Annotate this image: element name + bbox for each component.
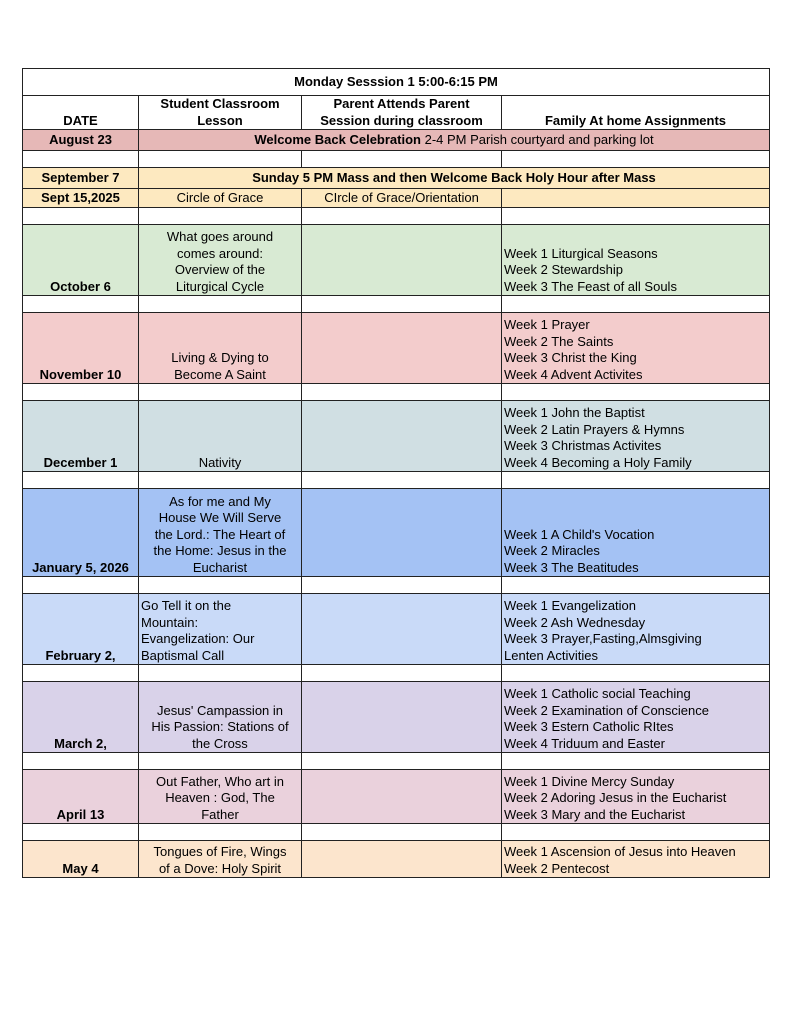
row-family-assignments bbox=[502, 189, 770, 208]
header-lesson bbox=[139, 96, 302, 130]
row-date: January 5, 2026 bbox=[23, 489, 139, 577]
lesson-line: Evangelization: Our bbox=[141, 631, 255, 647]
row-parent-session bbox=[302, 841, 502, 878]
row-lesson bbox=[139, 489, 302, 577]
week-assignment: Week 3 Mary and the Eucharist bbox=[504, 806, 686, 822]
row-lesson bbox=[139, 594, 302, 665]
row-parent-session: CIrcle of Grace/Orientation bbox=[302, 189, 502, 208]
lesson-line: of a Dove: Holy Spirit bbox=[158, 860, 282, 876]
row-parent-session bbox=[302, 313, 502, 384]
month-row-february bbox=[23, 594, 770, 665]
spacer-row bbox=[23, 384, 770, 401]
week-assignment: Week 4 Becoming a Holy Family bbox=[504, 454, 692, 470]
event-date: August 23 bbox=[23, 130, 139, 151]
week-assignment: Week 1 Ascension of Jesus into Heaven bbox=[504, 844, 736, 860]
month-row-january bbox=[23, 489, 770, 577]
row-date: November 10 bbox=[23, 313, 139, 384]
week-assignment: Week 1 Prayer bbox=[504, 317, 590, 333]
week-assignment: Week 1 Divine Mercy Sunday bbox=[504, 773, 675, 789]
row-family-assignments bbox=[502, 770, 770, 824]
row-lesson bbox=[139, 401, 302, 472]
lesson-line: Become A Saint bbox=[174, 366, 266, 382]
lesson-line: Heaven : God, The bbox=[165, 790, 275, 806]
week-assignment: Week 3 Christ the King bbox=[504, 350, 637, 366]
week-assignment: Week 2 Ash Wednesday bbox=[504, 614, 646, 630]
week-assignment: Week 3 The Beatitudes bbox=[504, 559, 639, 575]
row-parent-session bbox=[302, 594, 502, 665]
week-assignment: Week 3 The Feast of all Souls bbox=[504, 278, 677, 294]
header-row bbox=[23, 96, 770, 130]
row-date: March 2, bbox=[23, 682, 139, 753]
week-assignment: Week 3 Estern Catholic RItes bbox=[504, 719, 674, 735]
event-description: Sunday 5 PM Mass and then Welcome Back Holy Hour after Mass bbox=[139, 168, 770, 189]
lesson-line: the Lord.: The Heart of bbox=[154, 526, 286, 542]
row-date: December 1 bbox=[23, 401, 139, 472]
event-row-september bbox=[23, 168, 770, 189]
lesson-line: Go Tell it on the bbox=[141, 598, 232, 614]
lesson-line: Living & Dying to bbox=[171, 350, 269, 366]
week-assignment: Week 1 A Child's Vocation bbox=[504, 526, 655, 542]
row-family-assignments bbox=[502, 594, 770, 665]
row-family-assignments bbox=[502, 401, 770, 472]
row-date: May 4 bbox=[23, 841, 139, 878]
header-date: DATE bbox=[23, 96, 139, 130]
row-family-assignments bbox=[502, 225, 770, 296]
header-lesson-line: Student Classroom bbox=[160, 96, 280, 112]
month-row-november bbox=[23, 313, 770, 384]
week-assignment: Week 4 Advent Activites bbox=[504, 366, 643, 382]
row-lesson bbox=[139, 225, 302, 296]
week-assignment: Week 1 Liturgical Seasons bbox=[504, 245, 658, 261]
lesson-line: Mountain: bbox=[141, 614, 199, 630]
week-assignment: Week 3 Christmas Activites bbox=[504, 438, 662, 454]
week-assignment: Week 2 Examination of Conscience bbox=[504, 702, 709, 718]
header-lesson-line: Lesson bbox=[197, 112, 243, 128]
spacer-row bbox=[23, 472, 770, 489]
row-parent-session bbox=[302, 770, 502, 824]
lesson-line: Overview of the bbox=[174, 262, 266, 278]
spacer-row bbox=[23, 753, 770, 770]
schedule-title: Monday Sesssion 1 5:00-6:15 PM bbox=[23, 69, 770, 96]
week-assignment: Week 2 Miracles bbox=[504, 543, 600, 559]
month-row-october bbox=[23, 225, 770, 296]
month-row-december bbox=[23, 401, 770, 472]
month-row-march bbox=[23, 682, 770, 753]
spacer-row bbox=[23, 665, 770, 682]
lesson-line: What goes around bbox=[166, 229, 274, 245]
header-parent bbox=[302, 96, 502, 130]
week-assignment: Week 1 Catholic social Teaching bbox=[504, 686, 691, 702]
spacer-row bbox=[23, 296, 770, 313]
event-bold-text: Welcome Back Celebration bbox=[254, 131, 421, 147]
month-row-may bbox=[23, 841, 770, 878]
event-text: 2-4 PM Parish courtyard and parking lot bbox=[420, 131, 654, 147]
week-assignment: Week 1 John the Baptist bbox=[504, 405, 645, 421]
lesson-line: Out Father, Who art in bbox=[156, 773, 284, 789]
row-date: April 13 bbox=[23, 770, 139, 824]
week-assignment: Week 1 Evangelization bbox=[504, 598, 637, 614]
week-assignment: Week 2 Latin Prayers & Hymns bbox=[504, 421, 685, 437]
week-assignment: Lenten Activities bbox=[504, 647, 598, 663]
spacer-row bbox=[23, 824, 770, 841]
event-row-august bbox=[23, 130, 770, 151]
row-date: February 2, bbox=[23, 594, 139, 665]
lesson-line: Father bbox=[201, 806, 239, 822]
lesson-line: House We Will Serve bbox=[158, 510, 282, 526]
week-assignment: Week 2 Stewardship bbox=[504, 262, 623, 278]
lesson-line: As for me and My bbox=[169, 493, 271, 509]
lesson-line: His Passion: Stations of bbox=[151, 719, 289, 735]
month-row-april bbox=[23, 770, 770, 824]
row-date: October 6 bbox=[23, 225, 139, 296]
row-lesson bbox=[139, 770, 302, 824]
row-family-assignments bbox=[502, 489, 770, 577]
week-assignment: Week 2 Pentecost bbox=[504, 860, 610, 876]
lesson-line: comes around: bbox=[177, 245, 263, 261]
lesson-line: Jesus' Campassion in bbox=[156, 702, 284, 718]
row-parent-session bbox=[302, 401, 502, 472]
row-parent-session bbox=[302, 489, 502, 577]
spacer-row bbox=[23, 577, 770, 594]
lesson-line: the Cross bbox=[192, 735, 248, 751]
spacer-row bbox=[23, 208, 770, 225]
header-parent-line: Parent Attends Parent bbox=[333, 96, 470, 112]
lesson-line: the Home: Jesus in the bbox=[153, 543, 287, 559]
row-lesson: Circle of Grace bbox=[139, 189, 302, 208]
week-assignment: Week 2 The Saints bbox=[504, 333, 614, 349]
week-assignment: Week 3 Prayer,Fasting,Almsgiving bbox=[504, 631, 702, 647]
schedule-table bbox=[22, 68, 770, 878]
week-assignment: Week 4 Triduum and Easter bbox=[504, 735, 665, 751]
event-date: September 7 bbox=[23, 168, 139, 189]
row-family-assignments bbox=[502, 841, 770, 878]
row-parent-session bbox=[302, 225, 502, 296]
lesson-line: Baptismal Call bbox=[141, 647, 225, 663]
lesson-line: Tongues of Fire, Wings bbox=[153, 844, 287, 860]
row-parent-session bbox=[302, 682, 502, 753]
row-lesson bbox=[139, 313, 302, 384]
row-family-assignments bbox=[502, 682, 770, 753]
title-row bbox=[23, 69, 770, 96]
header-family: Family At home Assignments bbox=[502, 96, 770, 130]
lesson-line: Nativity bbox=[198, 454, 242, 470]
row-date: Sept 15,2025 bbox=[23, 189, 139, 208]
lesson-line: Liturgical Cycle bbox=[175, 278, 265, 294]
week-assignment: Week 2 Adoring Jesus in the Eucharist bbox=[504, 790, 727, 806]
sept15-row bbox=[23, 189, 770, 208]
lesson-line: Eucharist bbox=[192, 559, 248, 575]
row-lesson bbox=[139, 841, 302, 878]
schedule-body bbox=[23, 69, 770, 878]
spacer-row bbox=[23, 151, 770, 168]
header-parent-line: Session during classroom bbox=[320, 112, 483, 128]
row-family-assignments bbox=[502, 313, 770, 384]
event-description bbox=[139, 130, 770, 151]
row-lesson bbox=[139, 682, 302, 753]
